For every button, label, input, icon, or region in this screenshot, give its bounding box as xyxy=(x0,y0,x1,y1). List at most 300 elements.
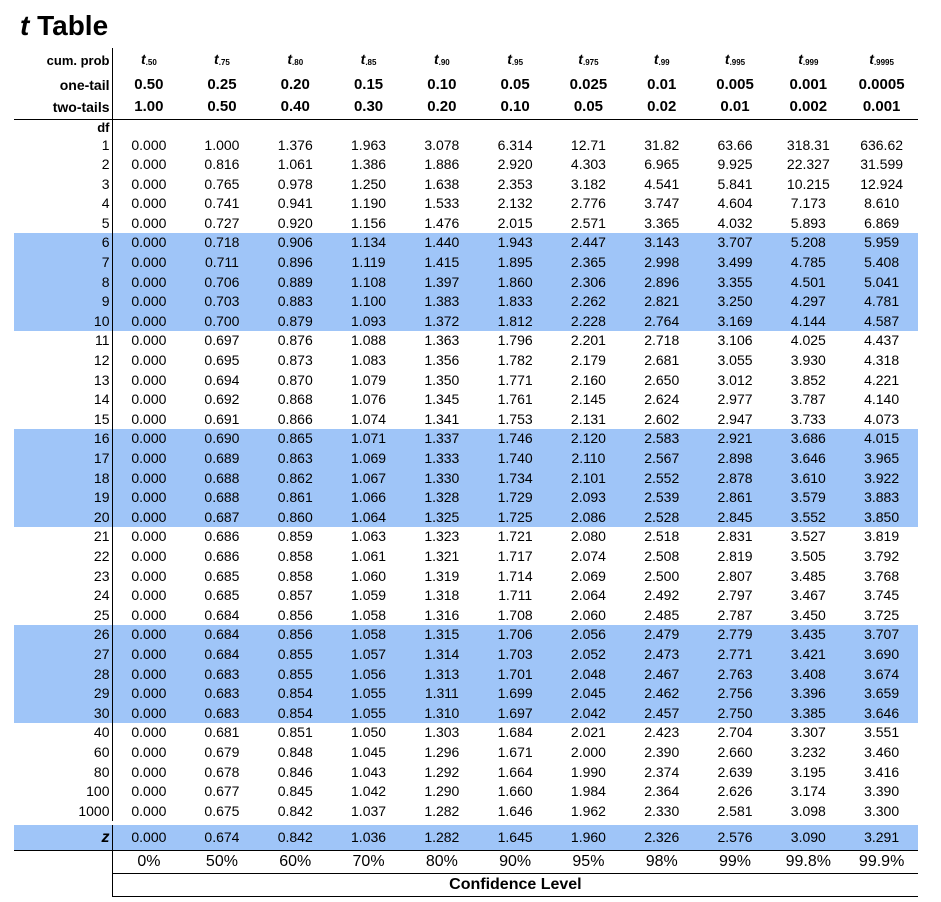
value-cell: 0.686 xyxy=(204,528,240,545)
df-cell: 28 xyxy=(14,665,112,685)
value-cell: 0.865 xyxy=(259,429,332,449)
title-t: t xyxy=(20,10,30,41)
value-cell: 0.700 xyxy=(185,312,258,332)
value-cell: 4.015 xyxy=(845,429,918,449)
table-row xyxy=(14,763,918,783)
value-cell: 31.599 xyxy=(860,156,904,173)
value-cell: 0.711 xyxy=(185,253,258,273)
value-cell: 1.058 xyxy=(351,606,387,623)
two-tails-cell: 0.02 xyxy=(625,96,698,119)
value-cell: 2.457 xyxy=(625,704,698,724)
value-cell: 2.552 xyxy=(625,469,698,489)
value-cell: 3.787 xyxy=(790,391,826,408)
df-cell: 8 xyxy=(14,273,112,293)
table-row xyxy=(14,214,918,234)
table-row xyxy=(14,606,918,626)
value-cell: 1.325 xyxy=(405,508,478,528)
value-cell: 0.685 xyxy=(204,587,240,604)
one-tail-cell: 0.025 xyxy=(569,75,608,93)
value-cell: 2.898 xyxy=(698,449,771,469)
value-cell: 2.042 xyxy=(552,704,625,724)
value-cell: 6.869 xyxy=(864,214,900,231)
value-cell: 2.947 xyxy=(717,410,753,427)
value-cell: 2.423 xyxy=(644,724,680,741)
value-cell: 4.318 xyxy=(864,352,900,369)
value-cell: 1.063 xyxy=(351,528,387,545)
value-cell: 4.025 xyxy=(790,332,826,349)
table-row xyxy=(14,527,918,547)
table-row xyxy=(14,508,918,528)
value-cell: 1.066 xyxy=(332,488,405,508)
value-cell: 2.779 xyxy=(698,625,771,645)
value-cell: 7.173 xyxy=(790,195,826,212)
value-cell: 2.583 xyxy=(625,429,698,449)
value-cell: 0.000 xyxy=(131,528,167,545)
value-cell: 3.707 xyxy=(845,625,918,645)
value-cell: 5.893 xyxy=(790,214,826,231)
table-row xyxy=(14,351,918,371)
value-cell: 1.753 xyxy=(497,410,533,427)
value-cell: 2.763 xyxy=(698,665,771,685)
quantile-subscript: .95 xyxy=(511,58,524,67)
df-cell: 23 xyxy=(14,567,112,587)
confidence-level-label: Confidence Level xyxy=(112,874,918,897)
table-row xyxy=(14,665,918,685)
value-cell: 0.851 xyxy=(277,724,313,741)
value-cell: 0.678 xyxy=(204,763,240,780)
value-cell: 3.300 xyxy=(864,802,900,819)
value-cell: 0.862 xyxy=(259,469,332,489)
value-cell: 0.000 xyxy=(112,449,185,469)
value-cell: 2.921 xyxy=(698,429,771,449)
value-cell: 5.041 xyxy=(845,273,918,293)
t-symbol: t xyxy=(507,51,512,67)
value-cell: 6.965 xyxy=(644,156,680,173)
quantile-header-cell xyxy=(552,48,625,74)
value-cell: 3.435 xyxy=(772,625,845,645)
value-cell: 0.000 xyxy=(131,175,167,192)
df-cell: 29 xyxy=(14,684,112,704)
value-cell: 3.725 xyxy=(864,606,900,623)
df-cell: 22 xyxy=(14,547,112,567)
value-cell: 2.764 xyxy=(625,312,698,332)
value-cell: 0.000 xyxy=(112,253,185,273)
value-cell: 3.365 xyxy=(644,214,680,231)
value-cell: 0.856 xyxy=(259,625,332,645)
value-cell: 1.134 xyxy=(332,233,405,253)
confidence-level-cell: 80% xyxy=(425,853,458,871)
t-symbol: t xyxy=(287,51,293,67)
value-cell: 0.854 xyxy=(259,704,332,724)
table-row xyxy=(14,586,918,606)
value-cell: 2.797 xyxy=(717,587,753,604)
value-cell: 0.697 xyxy=(204,332,240,349)
value-cell: 1.050 xyxy=(351,724,387,741)
table-row xyxy=(14,802,918,824)
value-cell: 2.160 xyxy=(570,371,606,388)
value-cell: 2.120 xyxy=(552,429,625,449)
one-tail-cell: 0.001 xyxy=(789,75,828,93)
value-cell: 5.208 xyxy=(772,233,845,253)
confidence-level-cell: 99.9% xyxy=(858,853,905,871)
one-tail-cell: 0.10 xyxy=(427,75,457,93)
z-value-cell: 3.090 xyxy=(772,823,845,851)
df-cell: 60 xyxy=(14,743,112,763)
table-row xyxy=(14,233,918,253)
value-cell: 1.895 xyxy=(478,253,551,273)
quantile-header-cell xyxy=(259,48,332,74)
one-tail-label: one-tail xyxy=(14,74,112,97)
value-cell: 2.807 xyxy=(717,567,753,584)
value-cell: 1.386 xyxy=(351,156,387,173)
value-cell: 0.690 xyxy=(185,429,258,449)
value-cell: 3.012 xyxy=(717,371,753,388)
value-cell: 1.330 xyxy=(405,469,478,489)
value-cell: 3.250 xyxy=(698,292,771,312)
value-cell: 1.708 xyxy=(497,606,533,623)
value-cell: 4.032 xyxy=(717,214,753,231)
value-cell: 2.093 xyxy=(552,488,625,508)
two-tails-cell: 0.20 xyxy=(405,96,478,119)
value-cell: 2.861 xyxy=(698,488,771,508)
value-cell: 1.333 xyxy=(405,449,478,469)
value-cell: 0.000 xyxy=(131,195,167,212)
value-cell: 3.106 xyxy=(717,332,753,349)
value-cell: 4.303 xyxy=(570,156,606,173)
value-cell: 2.179 xyxy=(570,352,606,369)
table-row xyxy=(14,625,918,645)
value-cell: 2.626 xyxy=(717,783,753,800)
value-cell: 0.860 xyxy=(259,508,332,528)
table-row xyxy=(14,547,918,567)
df-cell: 16 xyxy=(14,429,112,449)
value-cell: 0.866 xyxy=(277,410,313,427)
table-row xyxy=(14,567,918,587)
value-cell: 1.729 xyxy=(478,488,551,508)
value-cell: 1.363 xyxy=(424,332,460,349)
value-cell: 2.998 xyxy=(625,253,698,273)
value-cell: 0.000 xyxy=(131,783,167,800)
one-tail-cell: 0.25 xyxy=(207,75,237,93)
value-cell: 0.000 xyxy=(112,684,185,704)
quantile-subscript: .995 xyxy=(729,58,746,67)
table-row xyxy=(14,743,918,763)
value-cell: 4.144 xyxy=(772,312,845,332)
value-cell: 0.000 xyxy=(112,665,185,685)
value-cell: 2.602 xyxy=(644,410,680,427)
value-cell: 2.467 xyxy=(625,665,698,685)
value-cell: 1.345 xyxy=(424,391,460,408)
value-cell: 0.706 xyxy=(185,273,258,293)
two-tails-cell: 0.50 xyxy=(185,96,258,119)
quantile-header-cell xyxy=(112,48,185,74)
value-cell: 3.232 xyxy=(790,743,826,760)
z-value-cell: 2.576 xyxy=(698,823,771,851)
value-cell: 3.551 xyxy=(864,724,900,741)
value-cell: 2.878 xyxy=(698,469,771,489)
value-cell: 0.000 xyxy=(131,743,167,760)
df-cell: 9 xyxy=(14,292,112,312)
quantile-subscript: .80 xyxy=(292,58,304,67)
value-cell: 3.646 xyxy=(772,449,845,469)
quantile-subscript: .75 xyxy=(218,58,230,67)
cum-prob-row xyxy=(14,48,918,74)
value-cell: 0.861 xyxy=(259,488,332,508)
value-cell: 3.707 xyxy=(698,233,771,253)
value-cell: 0.000 xyxy=(131,410,167,427)
value-cell: 0.859 xyxy=(277,528,313,545)
value-cell: 1.397 xyxy=(405,273,478,293)
value-cell: 0.692 xyxy=(204,391,240,408)
value-cell: 0.691 xyxy=(204,410,240,427)
value-cell: 0.694 xyxy=(204,371,240,388)
value-cell: 0.816 xyxy=(204,156,240,173)
df-cell: 100 xyxy=(14,782,112,802)
value-cell: 3.174 xyxy=(790,783,826,800)
value-cell: 0.000 xyxy=(112,469,185,489)
confidence-level-row xyxy=(14,851,918,874)
quantile-header-cell xyxy=(405,48,478,74)
value-cell: 1.376 xyxy=(277,136,313,153)
quantile-subscript: .90 xyxy=(438,58,450,67)
value-cell: 2.567 xyxy=(625,449,698,469)
df-cell: 19 xyxy=(14,488,112,508)
value-cell: 2.776 xyxy=(570,195,606,212)
value-cell: 2.831 xyxy=(717,528,753,545)
quantile-header-cell xyxy=(698,48,771,74)
value-cell: 2.756 xyxy=(698,684,771,704)
table-row xyxy=(14,782,918,802)
value-cell: 1.093 xyxy=(332,312,405,332)
value-cell: 3.747 xyxy=(644,195,680,212)
value-cell: 1.833 xyxy=(478,292,551,312)
t-symbol: t xyxy=(433,51,439,67)
value-cell: 0.000 xyxy=(131,371,167,388)
table-row xyxy=(14,194,918,214)
z-row xyxy=(14,823,918,851)
value-cell: 0.686 xyxy=(204,547,240,564)
df-cell: 13 xyxy=(14,371,112,391)
two-tails-cell: 0.40 xyxy=(259,96,332,119)
table-body xyxy=(14,48,918,897)
value-cell: 0.727 xyxy=(204,214,240,231)
df-cell: 6 xyxy=(14,233,112,253)
value-cell: 1.372 xyxy=(405,312,478,332)
value-cell: 4.221 xyxy=(864,371,900,388)
value-cell: 0.876 xyxy=(277,332,313,349)
df-cell: 1000 xyxy=(14,802,112,824)
value-cell: 2.201 xyxy=(570,332,606,349)
value-cell: 1.761 xyxy=(497,391,533,408)
value-cell: 1.746 xyxy=(478,429,551,449)
value-cell: 3.690 xyxy=(845,645,918,665)
value-cell: 3.852 xyxy=(790,371,826,388)
z-value-cell: 0.000 xyxy=(112,823,185,851)
df-cell: 15 xyxy=(14,410,112,430)
value-cell: 0.000 xyxy=(131,391,167,408)
df-cell: 25 xyxy=(14,606,112,626)
value-cell: 2.390 xyxy=(644,743,680,760)
value-cell: 2.056 xyxy=(552,625,625,645)
value-cell: 2.353 xyxy=(497,175,533,192)
value-cell: 2.704 xyxy=(717,724,753,741)
value-cell: 3.467 xyxy=(790,587,826,604)
value-cell: 3.385 xyxy=(772,704,845,724)
value-cell: 2.571 xyxy=(570,214,606,231)
value-cell: 0.677 xyxy=(204,783,240,800)
value-cell: 2.479 xyxy=(625,625,698,645)
t-symbol: t xyxy=(653,51,659,67)
value-cell: 0.856 xyxy=(277,606,313,623)
value-cell: 2.015 xyxy=(497,214,533,231)
value-cell: 3.460 xyxy=(864,743,900,760)
value-cell: 0.000 xyxy=(131,352,167,369)
value-cell: 0.896 xyxy=(259,253,332,273)
value-cell: 1.061 xyxy=(351,547,387,564)
value-cell: 0.978 xyxy=(277,175,313,192)
value-cell: 1.684 xyxy=(497,724,533,741)
value-cell: 3.055 xyxy=(717,352,753,369)
value-cell: 2.064 xyxy=(570,587,606,604)
value-cell: 2.492 xyxy=(644,587,680,604)
value-cell: 3.408 xyxy=(772,665,845,685)
value-cell: 1.734 xyxy=(478,469,551,489)
two-tails-cell: 0.30 xyxy=(332,96,405,119)
value-cell: 1.782 xyxy=(497,352,533,369)
value-cell: 1.311 xyxy=(405,684,478,704)
value-cell: 12.924 xyxy=(860,175,904,192)
value-cell: 3.883 xyxy=(845,488,918,508)
quantile-subscript: .99 xyxy=(658,58,670,67)
two-tails-cell: 0.001 xyxy=(845,96,918,119)
value-cell: 3.182 xyxy=(570,175,606,192)
df-cell: 40 xyxy=(14,723,112,743)
value-cell: 0.855 xyxy=(259,645,332,665)
two-tails-label: two-tails xyxy=(14,96,112,119)
value-cell: 22.327 xyxy=(786,156,830,173)
value-cell: 1.699 xyxy=(478,684,551,704)
value-cell: 0.689 xyxy=(185,449,258,469)
table-row xyxy=(14,469,918,489)
t-symbol: t xyxy=(214,51,219,67)
z-value-cell: 0.674 xyxy=(185,823,258,851)
value-cell: 2.365 xyxy=(552,253,625,273)
value-cell: 3.195 xyxy=(790,763,826,780)
confidence-level-cell: 99% xyxy=(719,853,752,871)
t-symbol: t xyxy=(360,51,366,67)
value-cell: 3.922 xyxy=(845,469,918,489)
value-cell: 0.906 xyxy=(259,233,332,253)
value-cell: 0.000 xyxy=(112,704,185,724)
value-cell: 1.660 xyxy=(497,783,533,800)
value-cell: 0.685 xyxy=(204,567,240,584)
value-cell: 1.190 xyxy=(351,195,387,212)
value-cell: 2.110 xyxy=(552,449,625,469)
value-cell: 1.796 xyxy=(497,332,533,349)
value-cell: 0.879 xyxy=(259,312,332,332)
one-tail-cell: 0.20 xyxy=(280,75,310,93)
one-tail-cell: 0.15 xyxy=(353,75,384,93)
value-cell: 1.290 xyxy=(424,783,460,800)
value-cell: 1.886 xyxy=(424,156,460,173)
df-cell: 14 xyxy=(14,390,112,410)
one-tail-cell: 0.0005 xyxy=(858,75,905,93)
value-cell: 2.508 xyxy=(644,547,680,564)
value-cell: 1.664 xyxy=(497,763,533,780)
confidence-spacer xyxy=(14,851,112,874)
value-cell: 0.684 xyxy=(185,625,258,645)
quantile-header-cell xyxy=(772,48,845,74)
value-cell: 0.683 xyxy=(185,684,258,704)
value-cell: 1.310 xyxy=(405,704,478,724)
df-cell: 7 xyxy=(14,253,112,273)
value-cell: 1.067 xyxy=(332,469,405,489)
df-cell: 21 xyxy=(14,527,112,547)
value-cell: 2.330 xyxy=(644,802,680,819)
value-cell: 1.328 xyxy=(405,488,478,508)
value-cell: 2.539 xyxy=(625,488,698,508)
value-cell: 0.858 xyxy=(277,567,313,584)
value-cell: 1.064 xyxy=(332,508,405,528)
df-cell: 3 xyxy=(14,175,112,195)
value-cell: 3.421 xyxy=(772,645,845,665)
value-cell: 0.688 xyxy=(185,488,258,508)
value-cell: 1.990 xyxy=(570,763,606,780)
value-cell: 3.169 xyxy=(698,312,771,332)
value-cell: 3.850 xyxy=(845,508,918,528)
quantile-subscript: .9995 xyxy=(873,58,894,67)
quantile-header-cell xyxy=(625,48,698,74)
value-cell: 1.316 xyxy=(424,606,460,623)
value-cell: 1.060 xyxy=(351,567,387,584)
value-cell: 0.858 xyxy=(277,547,313,564)
value-cell: 2.581 xyxy=(717,802,753,819)
value-cell: 2.131 xyxy=(570,410,606,427)
df-label: df xyxy=(14,119,112,136)
value-cell: 0.889 xyxy=(259,273,332,293)
value-cell: 1.045 xyxy=(351,743,387,760)
value-cell: 0.000 xyxy=(131,763,167,780)
value-cell: 1.812 xyxy=(478,312,551,332)
confidence-label-row xyxy=(14,874,918,897)
table-row xyxy=(14,704,918,724)
value-cell: 1.076 xyxy=(351,391,387,408)
value-cell: 1.337 xyxy=(405,429,478,449)
value-cell: 3.098 xyxy=(790,802,826,819)
table-row xyxy=(14,429,918,449)
quantile-header-cell xyxy=(332,48,405,74)
value-cell: 0.855 xyxy=(259,665,332,685)
df-cell: 27 xyxy=(14,645,112,665)
value-cell: 0.000 xyxy=(112,429,185,449)
value-cell: 4.437 xyxy=(864,332,900,349)
value-cell: 2.660 xyxy=(717,743,753,760)
value-cell: 2.074 xyxy=(570,547,606,564)
value-cell: 1.315 xyxy=(405,625,478,645)
value-cell: 1.440 xyxy=(405,233,478,253)
confidence-level-cell: 95% xyxy=(572,853,605,871)
value-cell: 1.303 xyxy=(424,724,460,741)
value-cell: 1.037 xyxy=(351,802,387,819)
value-cell: 2.650 xyxy=(644,371,680,388)
value-cell: 2.364 xyxy=(644,783,680,800)
value-cell: 1.323 xyxy=(424,528,460,545)
one-tail-cell: 0.01 xyxy=(647,75,677,93)
value-cell: 1.282 xyxy=(424,802,460,819)
value-cell: 1.079 xyxy=(351,371,387,388)
value-cell: 1.714 xyxy=(497,567,533,584)
value-cell: 5.959 xyxy=(845,233,918,253)
